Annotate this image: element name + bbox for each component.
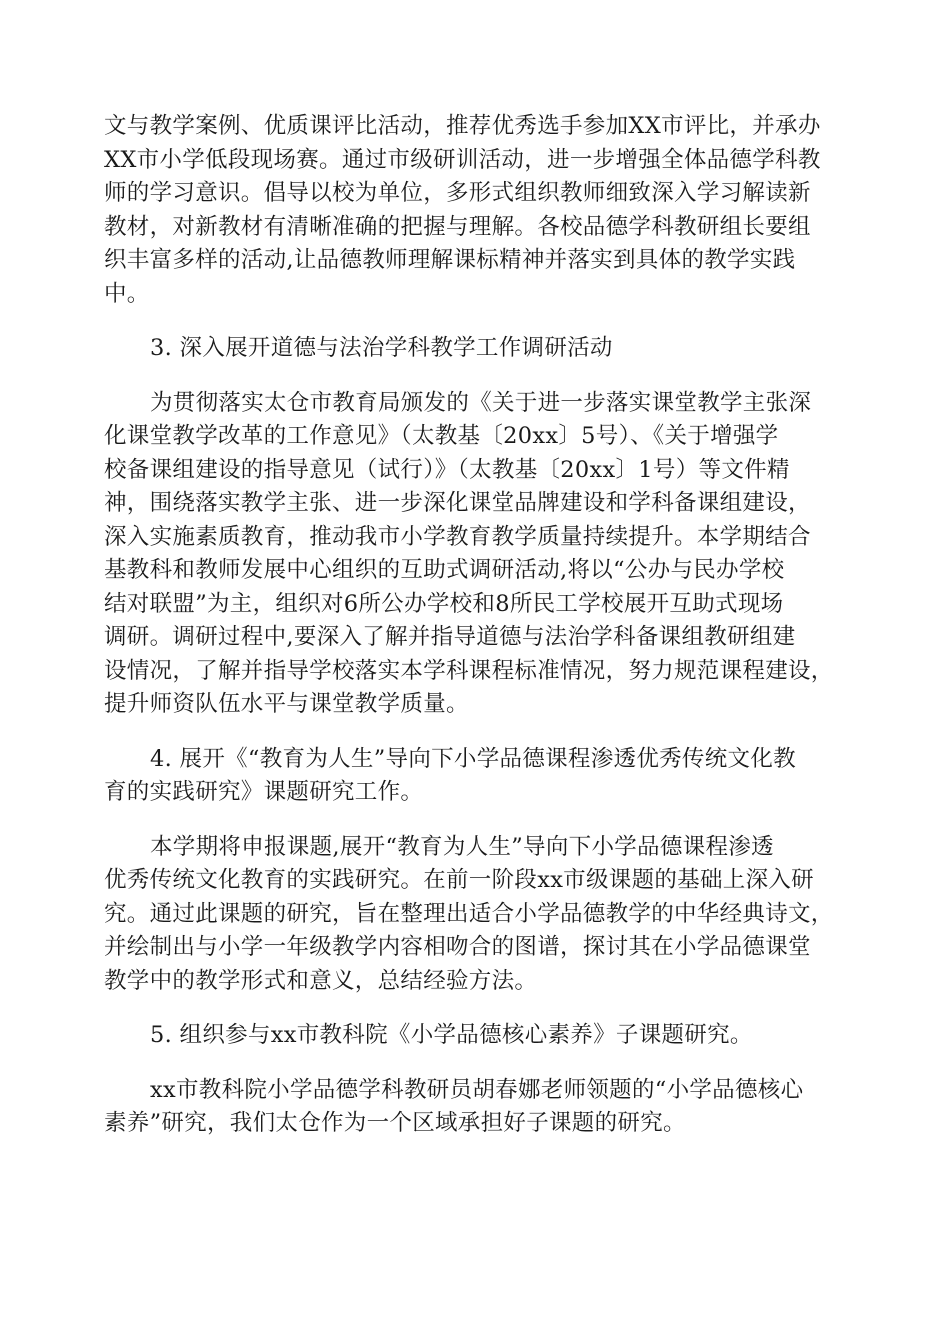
text-line: 结对联盟”为主，组织对6所公办学校和8所民工学校展开互助式现场 — [104, 590, 784, 617]
text-line: 中。 — [104, 280, 150, 307]
text-line: 基教科和教师发展中心组织的互助式调研活动,将以“公办与民办学校 — [104, 557, 785, 583]
paragraph-section-3 — [104, 387, 848, 722]
text-line: 教材，对新教材有清晰准确的把握与理解。各校品德学科教研组长要组 — [104, 213, 811, 240]
text-line: 深入实施素质教育，推动我市小学教育教学质量持续提升。本学期结合 — [104, 523, 811, 550]
paragraph-continuation — [104, 110, 848, 311]
text-line: 校备课组建设的指导意见（试行）》（太教基〔20xx〕1号）等文件精 — [104, 456, 790, 483]
text-line: 调研。调研过程中,要深入了解并指导道德与法治学科备课组教研组建 — [104, 624, 796, 650]
section-heading-5 — [104, 1019, 848, 1053]
paragraph-section-5 — [104, 1074, 848, 1141]
heading-text: 4. 展开《“教育为人生”导向下小学品德课程渗透优秀传统文化教 — [150, 745, 796, 772]
text-line: 优秀传统文化教育的实践研究。在前一阶段xx市级课题的基础上深入研 — [104, 867, 814, 893]
text-line: 神，围绕落实教学主张、进一步深化课堂品牌建设和学科备课组建设， — [104, 490, 811, 516]
text-line: 化课堂教学改革的工作意见》（太教基〔20xx〕5号）、《关于增强学 — [104, 423, 779, 449]
text-line: 究。通过此课题的研究，旨在整理出适合小学品德教学的中华经典诗文， — [104, 900, 834, 927]
text-line: XX市小学低段现场赛。通过市级研训活动，进一步增强全体品德学科教 — [104, 146, 821, 173]
heading-text: 3. 深入展开道德与法治学科教学工作调研活动 — [150, 335, 613, 361]
heading-text: 5. 组织参与xx市教科院《小学品德核心素养》子课题研究。 — [150, 1022, 753, 1048]
text-line: 师的学习意识。倡导以校为单位，多形式组织教师细致深入学习解读新 — [104, 180, 811, 206]
text-line: 本学期将申报课题,展开“教育为人生”导向下小学品德课程渗透 — [150, 833, 774, 860]
heading-text: 育的实践研究》课题研究工作。 — [104, 779, 424, 805]
section-heading-4 — [104, 743, 848, 810]
text-line: xx市教科院小学品德学科教研员胡春娜老师领题的“小学品德核心 — [150, 1076, 804, 1103]
text-line: 教学中的教学形式和意义，总结经验方法。 — [104, 967, 538, 994]
text-line: 文与教学案例、优质课评比活动，推荐优秀选手参加XX市评比，并承办 — [104, 113, 821, 139]
text-line: 并绘制出与小学一年级教学内容相吻合的图谱，探讨其在小学品德课堂 — [104, 934, 811, 960]
text-line: 织丰富多样的活动,让品德教师理解课标精神并落实到具体的教学实践 — [104, 247, 796, 273]
text-line: 素养”研究，我们太仓作为一个区域承担好子课题的研究。 — [104, 1110, 686, 1136]
document-page — [104, 110, 848, 1141]
text-line: 为贯彻落实太仓市教育局颁发的《关于进一步落实课堂教学主张深 — [150, 389, 812, 416]
text-line: 提升师资队伍水平与课堂教学质量。 — [104, 691, 469, 717]
section-heading-3 — [104, 332, 848, 366]
paragraph-section-4 — [104, 831, 848, 999]
text-line: 设情况，了解并指导学校落实本学科课程标准情况，努力规范课程建设， — [104, 657, 834, 684]
